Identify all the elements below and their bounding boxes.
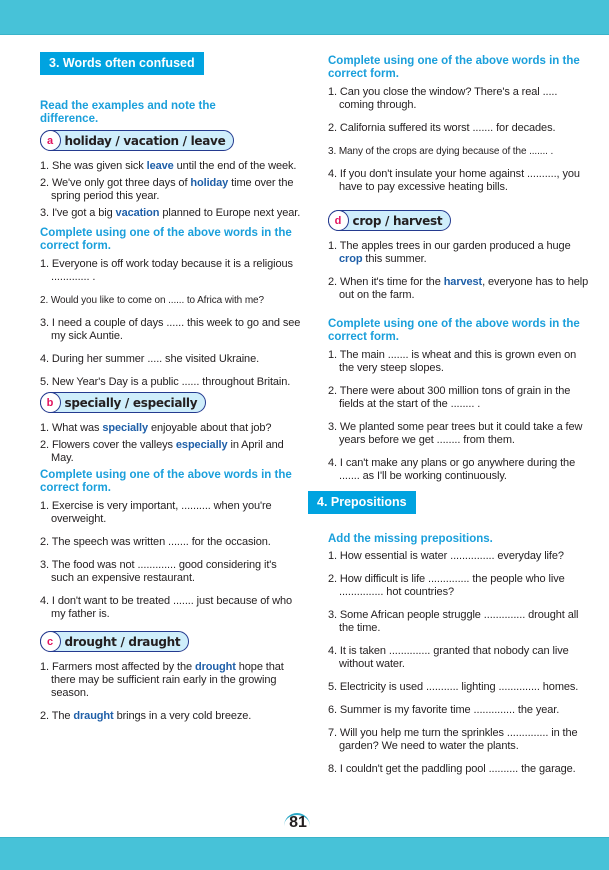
group-a-exercises	[40, 258, 302, 389]
example-item: 1. Farmers most affected by the drought hope that there may be sufficient rain early in the growing season.	[40, 661, 284, 699]
exercise-item: 2. California suffered its worst ....... for decades.	[328, 122, 556, 134]
complete-instruction-a: Complete using one of the above words in the correct form.	[40, 227, 292, 252]
exercise-item: 5. Electricity is used ........... lighting .............. homes.	[328, 681, 579, 693]
group-a-words: holiday / vacation / leave	[64, 133, 226, 148]
section-4-label: 4. Prepositions	[308, 491, 416, 514]
exercise-item: 2. There were about 300 million tons of grain in the fields at the start of the ........ .	[328, 385, 571, 410]
example-item: 1. The apples trees in our garden produced a huge crop this summer.	[328, 240, 571, 265]
page-number: 81	[289, 814, 307, 831]
example-item: 3. I've got a big vacation planned to Europe next year.	[40, 207, 301, 219]
exercise-item: 4. I don't want to be treated ....... just because of who my father is.	[40, 595, 293, 620]
keyword: vacation	[115, 207, 160, 219]
prepositions-instruction: Add the missing prepositions.	[328, 533, 493, 545]
keyword: leave	[146, 160, 174, 172]
keyword: specially	[102, 422, 148, 434]
group-b-exercises	[40, 500, 302, 621]
right-column	[317, 52, 590, 786]
left-column	[40, 52, 302, 733]
example-item: 1. What was specially enjoyable about that job?	[40, 422, 272, 434]
group-c-letter: c	[40, 631, 61, 652]
exercise-item: 1. The main ....... is wheat and this is grown even on the very steep slopes.	[328, 349, 577, 374]
bottom-band	[0, 837, 609, 870]
exercise-item: 3. Many of the crops are dying because of the ....... .	[328, 146, 554, 157]
exercise-item: 1. Everyone is off work today because it is a religious ............. .	[40, 258, 293, 283]
exercise-item: 3. I need a couple of days ...... this week to go and see my sick Auntie.	[40, 317, 301, 342]
exercise-item: 4. If you don't insulate your home against .........., you have to pay excessive heating bills.	[328, 168, 580, 193]
group-b-pill	[40, 392, 206, 413]
complete-instruction-c: Complete using one of the above words in the correct form.	[328, 55, 580, 80]
example-item: 2. The draught brings in a very cold breeze.	[40, 710, 252, 722]
section-3-label: 3. Words often confused	[40, 52, 204, 75]
group-d-pill	[328, 210, 451, 231]
keyword: crop	[339, 253, 363, 265]
keyword: drought	[194, 661, 236, 673]
exercise-item: 1. Can you close the window? There's a real ..... coming through.	[328, 86, 558, 111]
exercise-item: 8. I couldn't get the paddling pool .......... the garage.	[328, 763, 576, 775]
group-c-examples	[40, 661, 302, 723]
group-a-examples	[40, 160, 302, 220]
keyword: draught	[73, 710, 114, 722]
group-a-letter: a	[40, 130, 61, 151]
exercise-item: 7. Will you help me turn the sprinkles .............. in the garden? We need to water the plants.	[328, 727, 578, 752]
exercise-item: 2. How difficult is life .............. the people who live ............... hot countries?	[328, 573, 565, 598]
exercise-item: 1. How essential is water ............... everyday life?	[328, 550, 564, 562]
complete-instruction-d: Complete using one of the above words in the correct form.	[328, 318, 580, 343]
group-a-pill	[40, 130, 234, 151]
prepositions-exercises	[328, 550, 590, 776]
group-c-words: drought / draught	[64, 634, 181, 649]
group-d-examples	[328, 240, 590, 302]
group-b-words: specially / especially	[64, 395, 198, 410]
group-d-letter: d	[328, 210, 349, 231]
example-item: 2. When it's time for the harvest, everyone has to help out on the farm.	[328, 276, 589, 301]
group-c-pill	[40, 631, 189, 652]
top-band	[0, 0, 609, 35]
keyword: harvest	[443, 276, 483, 288]
exercise-item: 1. Exercise is very important, .......... when you're overweight.	[40, 500, 272, 525]
exercise-item: 4. During her summer ..... she visited Ukraine.	[40, 353, 260, 365]
example-item: 2. Flowers cover the valleys especially in April and May.	[40, 439, 284, 464]
keyword: especially	[175, 439, 228, 451]
group-d-words: crop / harvest	[352, 213, 443, 228]
exercise-item: 6. Summer is my favorite time .............. the year.	[328, 704, 560, 716]
exercise-item: 3. The food was not ............. good considering it's such an expensive restaurant.	[40, 559, 277, 584]
example-item: 2. We've only got three days of holiday time over the spring period this year.	[40, 177, 294, 202]
complete-instruction-b: Complete using one of the above words in the correct form.	[40, 469, 292, 494]
group-d-exercises	[328, 349, 590, 483]
exercise-item: 5. New Year's Day is a public ...... throughout Britain.	[40, 376, 291, 388]
exercise-item: 3. Some African people struggle .............. drought all the time.	[328, 609, 579, 634]
exercise-item: 4. I can't make any plans or go anywhere during the ....... as I'll be working continuously.	[328, 457, 576, 482]
group-b-letter: b	[40, 392, 61, 413]
exercise-item: 2. The speech was written ....... for the occasion.	[40, 536, 271, 548]
keyword: holiday	[190, 177, 229, 189]
read-instruction: Read the examples and note the difference.	[40, 100, 216, 125]
exercise-item: 2. Would you like to come on ...... to Africa with me?	[40, 295, 264, 306]
group-b-examples	[40, 422, 302, 465]
exercise-item: 3. We planted some pear trees but it could take a few years before we get ........ from them.	[328, 421, 583, 446]
exercise-item: 4. It is taken .............. granted that nobody can live without water.	[328, 645, 569, 670]
example-item: 1. She was given sick leave until the end of the week.	[40, 160, 297, 172]
group-c-exercises	[328, 86, 590, 194]
